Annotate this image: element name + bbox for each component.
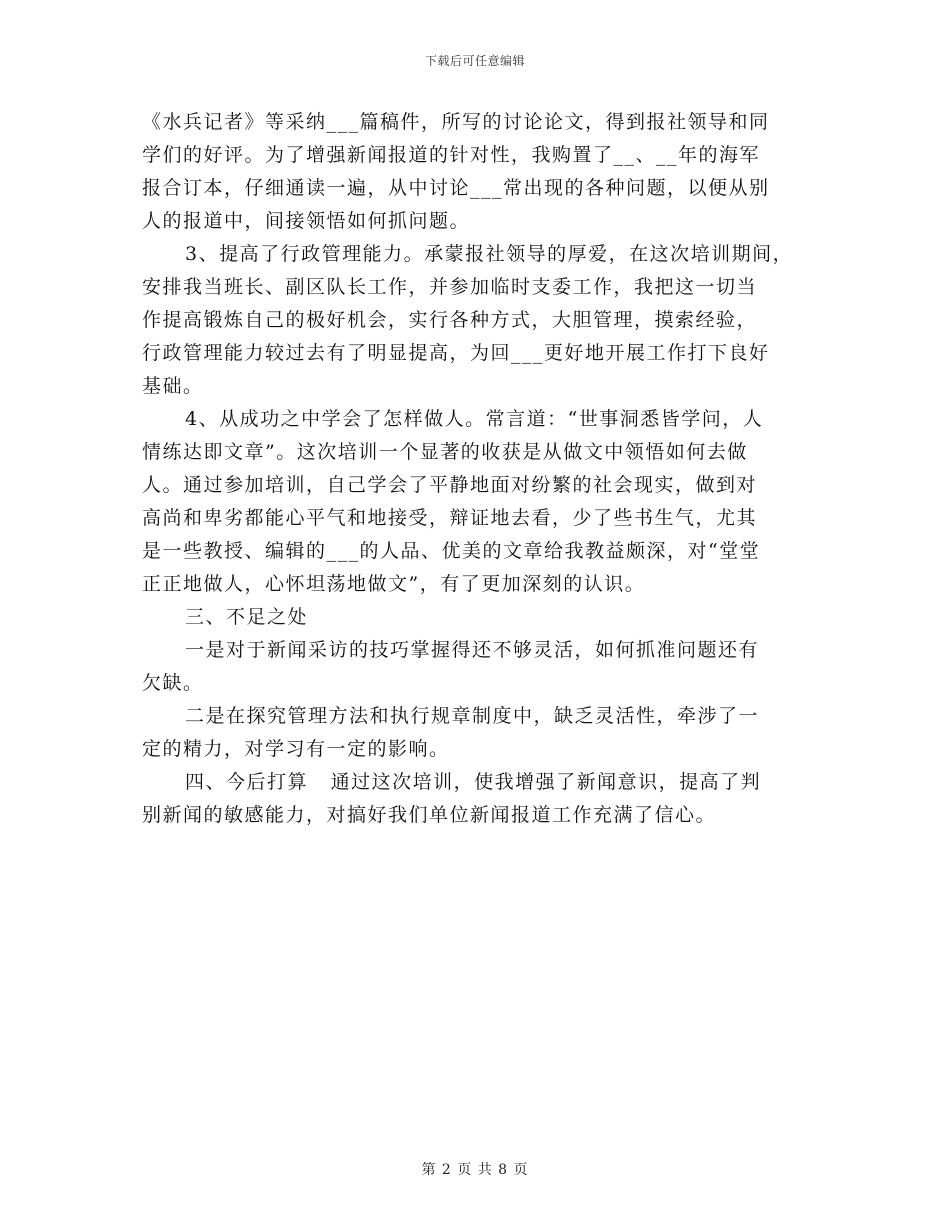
- paragraph-start-line: 四、今后打算 通过这次培训，使我增强了新闻意识，提高了判: [185, 771, 762, 793]
- page-header: 下载后可任意编辑: [424, 54, 525, 68]
- text-line: 高尚和卑劣都能心平气和地接受，辩证地去看，少了些书生气，尤其: [142, 507, 758, 529]
- text-line: 欠缺。: [142, 672, 204, 694]
- text-line: 作提高锻炼自己的极好机会，实行各种方式，大胆管理，摸索经验，: [142, 309, 758, 331]
- paragraph-start-line: 4、从成功之中学会了怎样做人。常言道：“世事洞悉皆学问，人: [185, 408, 764, 430]
- text-line: 定的精力，对学习有一定的影响。: [142, 738, 450, 760]
- text-line: 学们的好评。为了增强新闻报道的针对性，我购置了__、__年的海军: [142, 144, 761, 166]
- text-line: 报合订本，仔细通读一遍，从中讨论___常出现的各种问题，以便从别: [142, 177, 770, 199]
- text-line: 基础。: [142, 375, 204, 397]
- paragraph-start-line: 二是在探究管理方法和执行规章制度中，缺乏灵活性，牵涉了一: [185, 705, 760, 727]
- page-number: 第 2 页 共 8 页: [421, 1162, 529, 1178]
- text-line: 情练达即文章”。这次培训一个显著的收获是从做文中领悟如何去做: [142, 441, 748, 463]
- text-line: 别新闻的敏感能力，对搞好我们单位新闻报道工作充满了信心。: [142, 804, 717, 826]
- paragraph-start-line: 一是对于新闻采访的技巧掌握得还不够灵活，如何抓准问题还有: [185, 639, 760, 661]
- section-heading: 三、不足之处: [185, 606, 309, 628]
- text-line: 人的报道中，间接领悟如何抓问题。: [142, 210, 471, 232]
- text-line: 《水兵记者》等采纳___篇稿件，所写的讨论论文，得到报社领导和同: [142, 111, 770, 133]
- text-line: 正正地做人，心怀坦荡地做文”，有了更加深刻的认识。: [142, 573, 646, 595]
- text-line: 人。通过参加培训，自己学会了平静地面对纷繁的社会现实，做到对: [142, 474, 758, 496]
- text-line: 是一些教授、编辑的___的人品、优美的文章给我教益颇深，对“堂堂: [142, 540, 761, 562]
- text-line: 行政管理能力较过去有了明显提高，为回___更好地开展工作打下良好: [142, 342, 770, 364]
- paragraph-start-line: 3、提高了行政管理能力。承蒙报社领导的厚爱，在这次培训期间，: [185, 243, 794, 265]
- text-line: 安排我当班长、副区队长工作，并参加临时支委工作，我把这一切当: [142, 276, 758, 298]
- document-body: [142, 106, 822, 832]
